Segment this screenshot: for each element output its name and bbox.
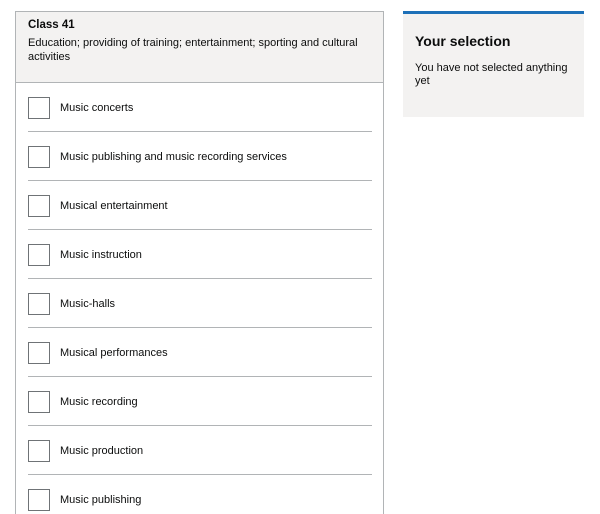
list-item — [28, 84, 372, 132]
list-item — [28, 231, 372, 279]
item-checkbox[interactable] — [28, 489, 50, 511]
item-checkbox[interactable] — [28, 146, 50, 168]
item-label[interactable]: Music concerts — [60, 101, 134, 114]
class-title: Class 41 — [28, 19, 75, 31]
item-checkbox[interactable] — [28, 97, 50, 119]
list-item — [28, 329, 372, 377]
item-checkbox[interactable] — [28, 293, 50, 315]
item-label[interactable]: Music publishing and music recording services — [60, 150, 287, 163]
item-label[interactable]: Musical performances — [60, 346, 168, 359]
class-panel — [15, 11, 384, 514]
class-description: Education; providing of training; entertainment; sporting and cultural activities — [28, 37, 358, 63]
selection-panel — [403, 11, 584, 117]
item-label[interactable]: Musical entertainment — [60, 199, 168, 212]
item-checkbox[interactable] — [28, 391, 50, 413]
item-label[interactable]: Music instruction — [60, 248, 142, 261]
list-item — [28, 133, 372, 181]
item-checkbox[interactable] — [28, 195, 50, 217]
class-header — [16, 12, 383, 83]
selection-title: Your selection — [415, 33, 511, 49]
item-checkbox[interactable] — [28, 440, 50, 462]
item-label[interactable]: Music-halls — [60, 297, 116, 310]
item-checkbox[interactable] — [28, 244, 50, 266]
list-item — [28, 378, 372, 426]
list-item — [28, 476, 372, 514]
list-item — [28, 280, 372, 328]
item-label[interactable]: Music production — [60, 444, 144, 457]
list-item — [28, 427, 372, 475]
item-label[interactable]: Music recording — [60, 395, 138, 408]
item-label[interactable]: Music publishing — [60, 493, 142, 506]
item-checkbox[interactable] — [28, 342, 50, 364]
goods-services-list — [16, 84, 383, 514]
selection-empty-text: You have not selected anything yet — [415, 62, 568, 87]
list-item — [28, 182, 372, 230]
